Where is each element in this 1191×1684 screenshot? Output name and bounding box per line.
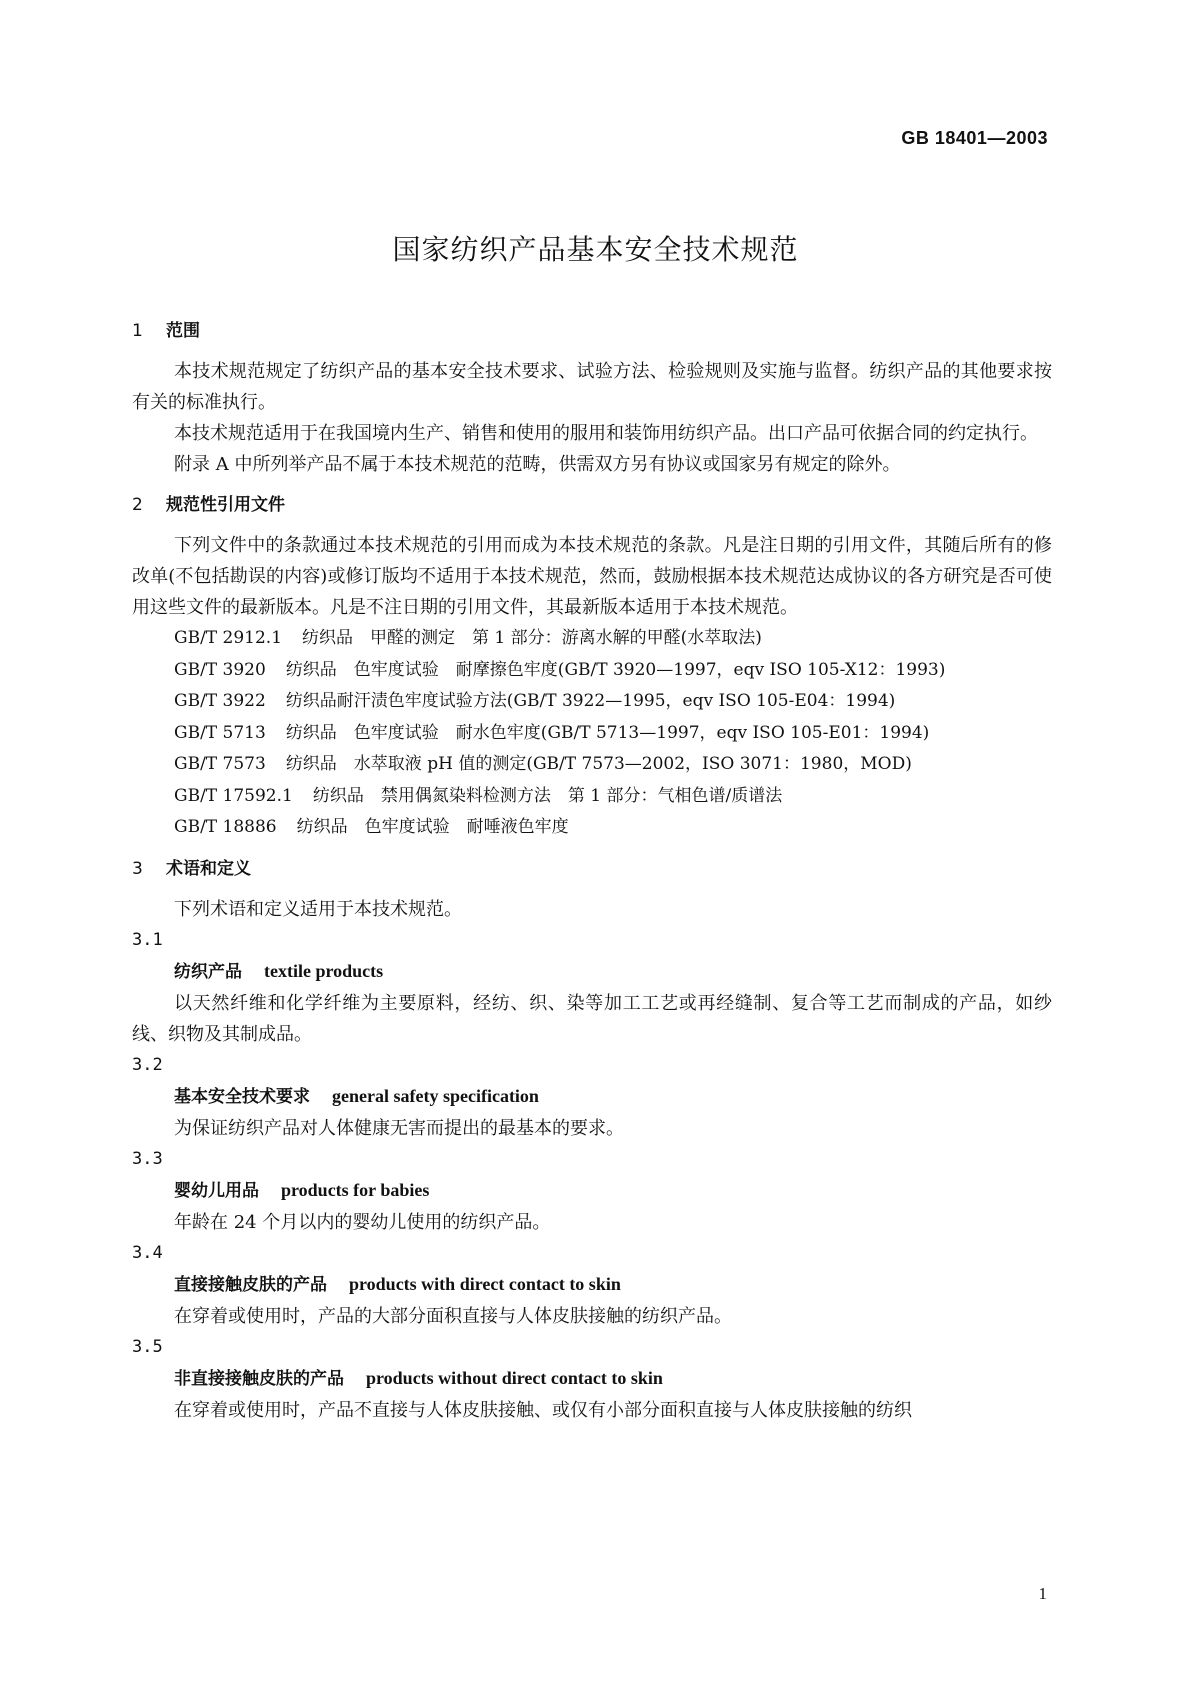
reference-code: GB/T 7573 [174, 754, 266, 774]
term-zh: 纺织产品 [174, 961, 242, 982]
term-definition: 在穿着或使用时，产品不直接与人体皮肤接触、或仅有小部分面积直接与人体皮肤接触的纺织 [174, 1399, 912, 1421]
term-number: 3.5 [132, 1336, 163, 1357]
reference-code: GB/T 5713 [174, 722, 266, 743]
section-heading-2 [132, 490, 1052, 520]
document-title: 国家纺织产品基本安全技术规范 [392, 233, 799, 266]
term-definition: 在穿着或使用时，产品的大部分面积直接与人体皮肤接触的纺织产品。 [174, 1305, 732, 1327]
term-zh: 婴幼儿用品 [174, 1180, 259, 1201]
term-definition: 年龄在 24 个月以内的婴幼儿使用的纺织产品。 [174, 1211, 551, 1233]
reference-text: 纺织品 色牢度试验 耐唾液色牢度 [296, 817, 569, 837]
term-number: 3.1 [132, 929, 163, 950]
reference-code: GB/T 3922 [174, 691, 266, 711]
reference-item [132, 718, 1052, 750]
term-en: products without direct contact to skin [366, 1367, 663, 1388]
reference-code: GB/T 2912.1 [174, 628, 283, 648]
term-title [132, 1081, 1052, 1113]
reference-item [132, 686, 1052, 718]
term-en: general safety specification [332, 1085, 539, 1106]
term-number: 3.2 [132, 1054, 163, 1075]
standard-code: GB 18401—2003 [901, 128, 1048, 148]
term-zh: 非直接接触皮肤的产品 [174, 1368, 344, 1389]
section-title: 规范性引用文件 [166, 495, 285, 515]
reference-item [132, 781, 1052, 813]
term-en: products for babies [281, 1179, 430, 1200]
section-number: 3 [132, 858, 143, 879]
term-number: 3.4 [132, 1242, 163, 1263]
section-heading-3 [132, 854, 1052, 884]
document-body [132, 316, 1052, 1426]
section-title: 范围 [166, 321, 200, 341]
term-definition: 以天然纤维和化学纤维为主要原料，经纺、织、染等加工工艺或再经缝制、复合等工艺而制成的产品，如纱线、织物及其制成品。 [132, 992, 1052, 1045]
reference-text: 纺织品 色牢度试验 耐水色牢度(GB/T 5713—1997，eqv ISO 105-E01：1994) [285, 722, 930, 743]
paragraph: 附录 A 中所列举产品不属于本技术规范的范畴，供需双方另有协议或国家另有规定的除外。 [174, 454, 901, 475]
reference-text: 纺织品耐汗渍色牢度试验方法(GB/T 3922—1995，eqv ISO 105-E04：1994) [285, 691, 896, 711]
term-zh: 直接接触皮肤的产品 [174, 1274, 327, 1295]
term-title [132, 1175, 1052, 1207]
term-zh: 基本安全技术要求 [174, 1086, 310, 1107]
reference-text: 纺织品 禁用偶氮染料检测方法 第 1 部分：气相色谱/质谱法 [312, 785, 783, 806]
reference-item [132, 655, 1052, 687]
term-en: textile products [264, 960, 384, 981]
reference-code: GB/T 17592.1 [174, 785, 293, 806]
term-en: products with direct contact to skin [349, 1273, 621, 1294]
section-title: 术语和定义 [166, 858, 251, 879]
reference-text: 纺织品 甲醛的测定 第 1 部分：游离水解的甲醛(水萃取法) [302, 628, 762, 648]
section-number: 1 [132, 321, 143, 341]
section-number: 2 [132, 495, 143, 515]
term-title [132, 1269, 1052, 1301]
reference-code: GB/T 18886 [174, 817, 277, 837]
reference-code: GB/T 3920 [174, 659, 266, 680]
reference-item [132, 623, 1052, 655]
reference-text: 纺织品 色牢度试验 耐摩擦色牢度(GB/T 3920—1997，eqv ISO 105-X12：1993) [285, 659, 946, 680]
paragraph: 本技术规范适用于在我国境内生产、销售和使用的服用和装饰用纺织产品。出口产品可依据合同的约定执行。 [174, 423, 1038, 444]
paragraph: 本技术规范规定了纺织产品的基本安全技术要求、试验方法、检验规则及实施与监督。纺织产品的其他要求按有关的标准执行。 [132, 361, 1052, 413]
reference-item [132, 749, 1052, 781]
reference-text: 纺织品 水萃取液 pH 值的测定(GB/T 7573—2002，ISO 3071：1980，MOD) [285, 754, 912, 774]
reference-item [132, 812, 1052, 844]
paragraph: 下列术语和定义适用于本技术规范。 [174, 898, 462, 920]
page-number: 1 [1038, 1584, 1047, 1603]
term-number: 3.3 [132, 1148, 163, 1169]
term-definition: 为保证纺织产品对人体健康无害而提出的最基本的要求。 [174, 1117, 624, 1139]
section-heading-1 [132, 316, 1052, 346]
paragraph: 下列文件中的条款通过本技术规范的引用而成为本技术规范的条款。凡是注日期的引用文件，其随后所有的修改单(不包括勘误的内容)或修订版均不适用于本技术规范，然而，鼓励根据本技术规范达成协议的各方研究是否可使用这些文件的最新版本。凡是不注日期的引用文件，其最新版本适用于本技术规范。 [132, 535, 1052, 618]
term-title [132, 956, 1052, 988]
term-title [132, 1363, 1052, 1395]
